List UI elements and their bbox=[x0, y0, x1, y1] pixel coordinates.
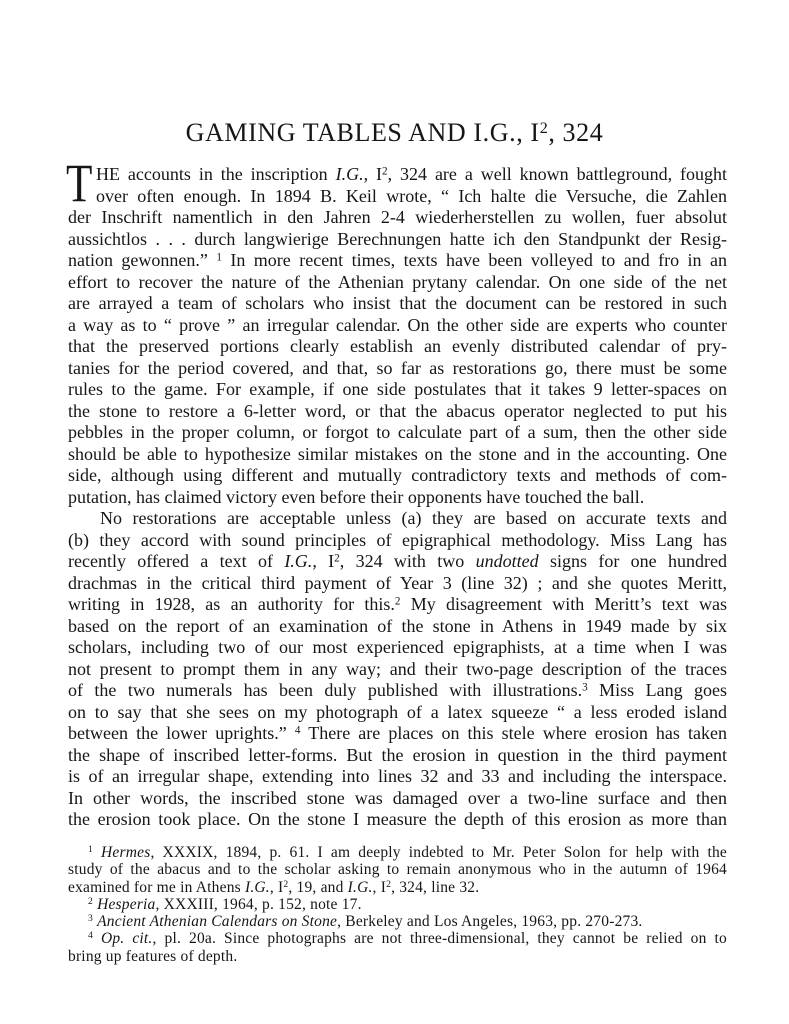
footnote-lines bbox=[68, 913, 727, 930]
text-line bbox=[68, 444, 727, 466]
text-line bbox=[68, 229, 727, 251]
text-line bbox=[68, 573, 727, 595]
text-line bbox=[68, 164, 727, 186]
italic-text: undotted bbox=[475, 551, 539, 571]
text-line bbox=[68, 530, 727, 552]
text-line bbox=[68, 336, 727, 358]
text-run: , Berkeley and Los Angeles, 1963, pp. 270-273. bbox=[337, 913, 643, 931]
footnote-lines bbox=[68, 930, 727, 965]
text-run: , 324, line 32. bbox=[391, 878, 480, 896]
text-run: , XXXIII, 1964, p. 152, note 17. bbox=[155, 895, 362, 913]
text-run: putation, has claimed victory even before their opponents have touched the ball. bbox=[68, 486, 645, 507]
article-title bbox=[0, 114, 789, 152]
text-run: that the preserved portions clearly establish an evenly distributed calendar of pry- bbox=[68, 336, 727, 356]
superscript-marker: 4 bbox=[88, 930, 93, 942]
text-run: on to say that she sees on my photograph of a latex squeeze “ a less eroded island bbox=[68, 701, 727, 722]
text-line bbox=[68, 207, 727, 229]
italic-text: I.G. bbox=[284, 551, 313, 571]
text-line bbox=[68, 948, 727, 965]
text-run: should be able to hypothesize similar mistakes on the stone and in the accounting. One bbox=[68, 443, 727, 464]
text-run: scholars, including two of our most experienced epigraphists, at a time when I was bbox=[68, 637, 727, 657]
text-line bbox=[68, 315, 727, 337]
text-line bbox=[68, 844, 727, 861]
text-run: GAMING TABLES AND I.G., I bbox=[185, 118, 540, 147]
paragraph-lines bbox=[68, 508, 727, 831]
superscript-marker: 2 bbox=[334, 552, 340, 565]
text-run: HE accounts in the inscription bbox=[96, 164, 336, 184]
text-line bbox=[68, 551, 727, 573]
text-run: pebbles in the proper column, or forgot to calculate part of a sum, then the other side bbox=[68, 422, 727, 442]
text-run: , 324 bbox=[548, 118, 604, 147]
text-line bbox=[68, 809, 727, 831]
text-run: , pl. 20a. Since photographs are not three-dimensional, they cannot be relied on to bbox=[152, 930, 727, 948]
text-line bbox=[68, 358, 727, 380]
text-run: side, although using different and mutually contradictory texts and methods of com- bbox=[68, 465, 727, 485]
text-run: between the lower uprights.” bbox=[68, 723, 295, 743]
text-line bbox=[68, 788, 727, 810]
text-run: Miss Lang goes bbox=[587, 680, 727, 700]
italic-text: Hermes bbox=[101, 844, 151, 861]
text-run: rules to the game. For example, if one side postulates that it takes 9 letter-spaces on bbox=[68, 379, 727, 399]
text-line bbox=[68, 913, 727, 930]
text-run: not present to prompt them in any way; and their two-page description of the traces bbox=[68, 658, 727, 679]
text-run: writing in 1928, as an authority for this. bbox=[68, 594, 395, 614]
footnotes bbox=[68, 844, 727, 965]
text-run: , I bbox=[269, 878, 284, 896]
text-run bbox=[93, 930, 101, 947]
footnote-lines bbox=[68, 844, 727, 896]
text-line bbox=[68, 861, 727, 878]
superscript-marker: 1 bbox=[88, 844, 93, 856]
italic-text: I.G. bbox=[347, 878, 373, 896]
drop-cap-initial: T bbox=[66, 153, 93, 213]
text-line bbox=[68, 637, 727, 659]
superscript-marker: 3 bbox=[88, 913, 93, 925]
italic-text: I.G. bbox=[244, 878, 270, 896]
text-run: My disagreement with Meritt’s text was bbox=[400, 594, 727, 614]
text-line bbox=[68, 250, 727, 272]
text-run: signs for one hundred bbox=[538, 551, 727, 571]
text-line bbox=[68, 723, 727, 745]
text-run: a way as to “ prove ” an irregular calendar. On the other side are experts who counter bbox=[68, 314, 727, 335]
italic-text: Hesperia bbox=[97, 895, 156, 913]
text-line bbox=[68, 616, 727, 638]
text-run: over often enough. In 1894 B. Keil wrote, “ Ich halte die Versuche, die Zahlen bbox=[96, 185, 727, 206]
text-run: of the two numerals has been duly published with illustrations. bbox=[68, 680, 583, 700]
text-run: bring up features of depth. bbox=[68, 947, 238, 965]
text-run: the shape of inscribed letter-forms. But the erosion in question in the third payment bbox=[68, 744, 727, 765]
text-run: based on the report of an examination of the stone in Athens in 1949 made by six bbox=[68, 615, 727, 636]
text-run: , I bbox=[312, 551, 335, 571]
text-run: recently offered a text of bbox=[68, 551, 285, 571]
text-line bbox=[68, 272, 727, 294]
superscript-marker: 2 bbox=[88, 896, 93, 908]
superscript-marker: 2 bbox=[394, 595, 401, 608]
text-run: , 324 with two bbox=[339, 551, 476, 571]
text-line bbox=[0, 114, 789, 152]
text-line bbox=[68, 680, 727, 702]
superscript-marker: 2 bbox=[382, 165, 388, 178]
title-lines bbox=[0, 114, 789, 152]
text-run: examined for me in Athens bbox=[68, 878, 245, 896]
superscript-marker: 3 bbox=[582, 681, 588, 694]
text-line bbox=[68, 487, 727, 509]
superscript-marker: 2 bbox=[283, 878, 289, 890]
text-run: are arrayed a team of scholars who insist that the document can be restored in such bbox=[68, 293, 727, 313]
text-line bbox=[68, 879, 727, 896]
text-run: In more recent times, texts have been volleyed to and fro in an bbox=[221, 250, 727, 270]
text-run: tanies for the period covered, and that, so far as restorations go, there must be some bbox=[68, 357, 727, 378]
text-run: , I bbox=[372, 878, 387, 896]
paragraph-lines bbox=[68, 164, 727, 508]
text-line bbox=[68, 379, 727, 401]
text-line bbox=[68, 422, 727, 444]
text-run: the stone to restore a 6-letter word, or that the abacus operator neglected to put his bbox=[68, 400, 727, 421]
text-run: There are places on this stele where erosion has taken bbox=[300, 723, 728, 743]
text-run: (b) they accord with sound principles of epigraphical methodology. Miss Lang has bbox=[68, 529, 727, 550]
text-run: der Inschrift namentlich in den Jahren 2-4 wiederherstellen zu wollen, fuer absolut bbox=[68, 207, 727, 227]
italic-text: I.G. bbox=[335, 164, 364, 184]
text-run: No restorations are acceptable unless (a) they are based on accurate texts and bbox=[100, 508, 727, 528]
text-line bbox=[68, 508, 727, 530]
text-run: , 324 are a well known battleground, fought bbox=[387, 164, 728, 184]
text-line bbox=[68, 594, 727, 616]
footnote-3 bbox=[68, 913, 727, 930]
text-run: , 19, and bbox=[288, 878, 348, 896]
text-line bbox=[68, 745, 727, 767]
text-run: study of the abacus and to the scholar asking to remain anonymous who in the autumn of 1964 bbox=[68, 861, 727, 879]
footnote-4 bbox=[68, 930, 727, 965]
italic-text: Op. cit. bbox=[100, 930, 153, 948]
text-run: effort to recover the nature of the Athenian prytany calendar. On one side of the net bbox=[68, 271, 727, 292]
text-line bbox=[68, 930, 727, 947]
text-line bbox=[68, 293, 727, 315]
text-line bbox=[68, 659, 727, 681]
text-line bbox=[68, 186, 727, 208]
footnote-1 bbox=[68, 844, 727, 896]
text-run: nation gewonnen.” bbox=[68, 250, 217, 270]
superscript-marker: 4 bbox=[294, 724, 301, 737]
text-line bbox=[68, 766, 727, 788]
text-line bbox=[68, 702, 727, 724]
text-run bbox=[93, 844, 101, 861]
text-line bbox=[68, 896, 727, 913]
text-run: the erosion took place. On the stone I measure the depth of this erosion as more than bbox=[68, 809, 727, 829]
superscript-marker: 1 bbox=[216, 251, 222, 264]
footnote-2 bbox=[68, 896, 727, 913]
text-run: is of an irregular shape, extending into lines 32 and 33 and including the interspace. bbox=[68, 766, 727, 786]
body-paragraph-1 bbox=[66, 153, 728, 508]
superscript-marker: 2 bbox=[539, 119, 549, 137]
superscript-marker: 2 bbox=[386, 878, 392, 890]
text-line bbox=[68, 401, 727, 423]
text-line bbox=[68, 465, 727, 487]
text-run: , I bbox=[363, 164, 383, 184]
text-run: , XXXIX, 1894, p. 61. I am deeply indebted to Mr. Peter Solon for help with the bbox=[150, 844, 727, 861]
footnote-lines bbox=[68, 896, 727, 913]
text-run: drachmas in the critical third payment of Year 3 (line 32) ; and she quotes Meritt, bbox=[68, 572, 727, 593]
text-run: aussichtlos . . . durch langwierige Berechnungen hatte ich den Standpunkt der Resig- bbox=[68, 228, 727, 249]
italic-text: Ancient Athenian Calendars on Stone bbox=[97, 913, 338, 931]
body-paragraph-2 bbox=[68, 508, 727, 831]
text-run: In other words, the inscribed stone was damaged over a two-line surface and then bbox=[68, 787, 727, 808]
